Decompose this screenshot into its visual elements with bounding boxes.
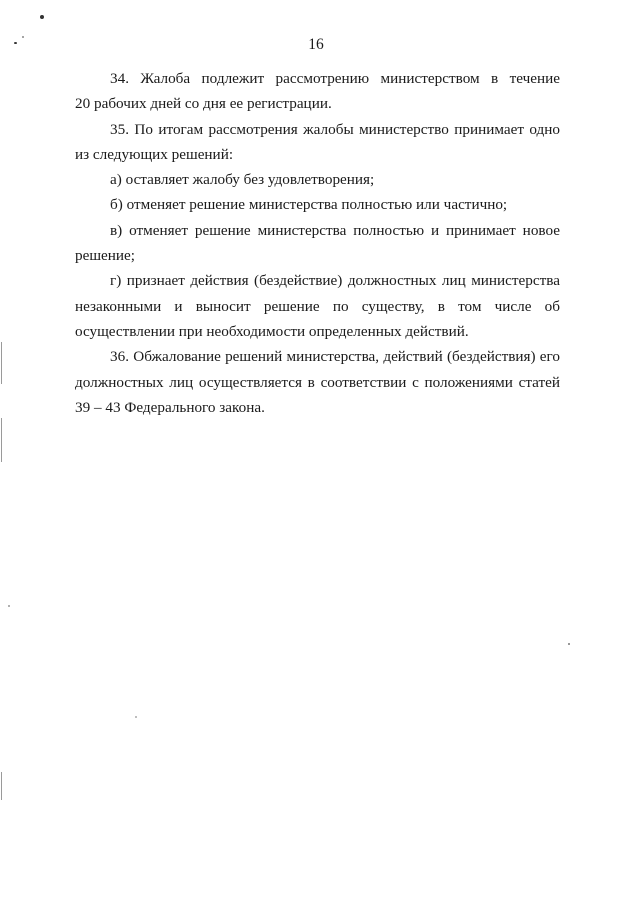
paragraph-35-item-a: а) оставляет жалобу без удовлетворения; bbox=[110, 171, 375, 189]
scan-speck bbox=[40, 15, 44, 19]
paragraph-34-line-2: 20 рабочих дней со дня ее регистрации. bbox=[75, 95, 332, 113]
scan-edge-line bbox=[1, 418, 2, 462]
paragraph-35-item-c: в) отменяет решение министерства полностью и принимает новое решение; bbox=[75, 221, 560, 265]
scan-speck bbox=[568, 643, 570, 645]
document-body bbox=[75, 66, 560, 420]
paragraph-35-item-d: г) признает действия (бездействие) должностных лиц министерства незаконными и выносит решение по существу, в том числе об осуществлении при необходимости определенных действий. bbox=[75, 272, 560, 340]
paragraph-36: 36. Обжалование решений министерства, действий (бездействия) его должностных лиц осуществляется в соответствии с положениями статей 39 – 43 Федерального закона. bbox=[75, 348, 560, 416]
scan-speck bbox=[135, 716, 137, 718]
paragraph-35-item-b: б) отменяет решение министерства полностью или частично; bbox=[110, 196, 508, 214]
paragraph-35: 35. По итогам рассмотрения жалобы министерство принимает одно из следующих решений: bbox=[75, 120, 560, 163]
scan-edge-line bbox=[1, 772, 2, 800]
paragraph-34-line-1: 34. Жалоба подлежит рассмотрению министерством в течение bbox=[110, 70, 560, 87]
scan-speck bbox=[8, 605, 10, 607]
scan-edge-line bbox=[1, 342, 2, 384]
page-number: 16 bbox=[308, 36, 324, 53]
